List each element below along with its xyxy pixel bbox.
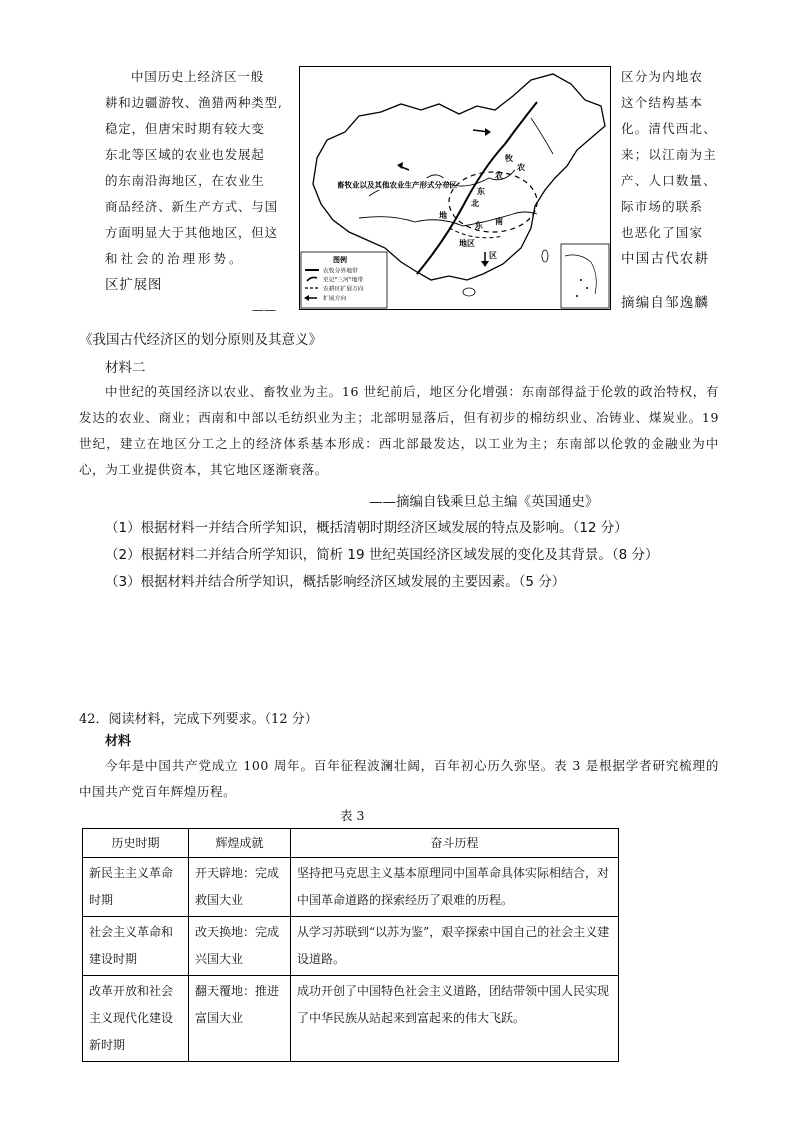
material1-right-line: 中国古代农耕: [621, 251, 710, 267]
history-table: [82, 828, 619, 1062]
table-cell: 改天换地：完成兴国大业: [189, 917, 291, 976]
material1-left-line: 耕和边疆游牧、渔猎两种类型,: [105, 95, 283, 110]
material2-heading: 材料二: [105, 360, 146, 376]
material1-left-line: 东北等区域的农业也发展起: [105, 147, 265, 162]
table-row: [83, 976, 619, 1062]
table-header-row: [83, 829, 619, 858]
map-label: 东: [475, 221, 483, 230]
material1-right-line: 这个结构基本: [621, 95, 704, 110]
material1-left-line: 和社会的治理形势。: [105, 251, 245, 266]
material1-right-line: 际市场的联系: [621, 199, 704, 214]
table-cell: 新民主主义革命时期: [83, 858, 189, 917]
table-header-cell: 辉煌成就: [189, 829, 291, 858]
material1-left-line: 稳定，但唐宋时期有较大变: [105, 121, 265, 136]
table-cell: 从学习苏联到“以苏为鉴”，艰辛探索中国自己的社会主义建设道路。: [291, 917, 619, 976]
map-legend-item: 扩展方向: [323, 296, 347, 302]
material1-right-line: 来；以江南为主: [621, 147, 717, 162]
material1-left-line: 区扩展图: [105, 277, 163, 293]
map-label: 地: [439, 211, 447, 220]
material1-left-line: 商品经济、新生产方式、与国: [105, 199, 278, 214]
q42-title: 42．阅读材料，完成下列要求。（12 分）: [79, 712, 318, 727]
table-row: [83, 858, 619, 917]
material2-source: ——摘编自钱乘旦总主编《英国通史》: [369, 494, 599, 510]
material1-right-line: 化。清代西北、: [621, 121, 717, 136]
map-legend-item: 史记"三河"地带: [323, 277, 364, 284]
question-item: （2）根据材料二并结合所学知识，简析 19 世纪英国经济区域发展的变化及其背景。（8 分）: [105, 547, 659, 563]
table-cell: 开天辟地：完成救国大业: [189, 858, 291, 917]
material1-left-line: 的东南沿海地区，在农业生: [105, 173, 265, 188]
material1-source-title: 《我国古代经济区的划分原则及其意义》: [79, 332, 322, 348]
material1-right-line: 也恶化了国家: [621, 225, 704, 240]
q42-material-heading: 材料: [105, 734, 132, 749]
table-cell: 坚持把马克思主义基本原理同中国革命具体实际相结合，对中国革命道路的探索经历了艰难的历程。: [291, 858, 619, 917]
question-item: （3）根据材料并结合所学知识，概括影响经济区域发展的主要因素。（5 分）: [105, 574, 566, 590]
material1-left-line: 方面明显大于其他地区，但这: [105, 225, 278, 240]
material1-right-line: 区分为内地农: [621, 69, 704, 84]
map-label: 北: [471, 199, 479, 208]
map-legend-item: 农牧分界地带: [323, 268, 358, 275]
map-label: 农: [517, 163, 525, 172]
map-legend-item: 农耕区扩展方向: [323, 286, 364, 293]
table-cell: 改革开放和社会主义现代化建设新时期: [83, 976, 189, 1062]
map-label: 区: [489, 251, 497, 260]
table-header-cell: 历史时期: [83, 829, 189, 858]
material2-text: 中世纪的英国经济以农业、畜牧业为主。16 世纪前后，地区分化增强：东南部得益于伦敦的政治特权，有发达的农业、商业；西南和中部以毛纺织业为主；北部明显落后，但有初步的棉纺织业、冶铸业、煤炭业。19 世纪，建立在地区分工之上的经济体系基本形成：西北部最发达，以工业为主；东南部以伦敦的金融业为中心，为工业提供资本，其它地区逐渐衰落。: [79, 384, 719, 477]
material1-left-line: 中国历史上经济区一般: [131, 69, 265, 84]
table-cell: 社会主义革命和建设时期: [83, 917, 189, 976]
question-item: （1）根据材料一并结合所学知识，概括清朝时期经济区域发展的特点及影响。（12 分）: [105, 520, 628, 536]
q42-text: 今年是中国共产党成立 100 周年。百年征程波澜壮阔，百年初心历久弥坚。表 3 是根据学者研究梳理的中国共产党百年辉煌历程。: [79, 758, 719, 799]
table-header-cell: 奋斗历程: [291, 829, 619, 858]
china-agriculture-expansion-map: [299, 66, 611, 310]
material1-source-dash: ——: [252, 303, 276, 317]
table-cell: 成功开创了中国特色社会主义道路，团结带领中国人民实现了中华民族从站起来到富起来的伟大飞跃。: [291, 976, 619, 1062]
material1-right-line: 摘编自邹逸麟: [621, 295, 710, 311]
material1-right-column: [621, 64, 731, 316]
map-legend-title: 图例: [333, 256, 347, 264]
table-cell: 翻天覆地：推进富国大业: [189, 976, 291, 1062]
material1-left-column: [105, 64, 291, 298]
table-caption: 表 3: [340, 808, 365, 823]
map-label: 东: [477, 187, 485, 196]
south-china-sea-inset: [561, 244, 609, 308]
map-label: 地区: [459, 239, 475, 248]
map-region-label: 畜牧业以及其他农业生产形式分布区: [337, 180, 457, 190]
table-row: [83, 917, 619, 976]
map-label: 牧: [505, 154, 513, 163]
map-label: 南: [495, 217, 503, 226]
material1-right-line: 产、人口数量、: [621, 173, 717, 188]
map-label: 农: [495, 171, 503, 180]
